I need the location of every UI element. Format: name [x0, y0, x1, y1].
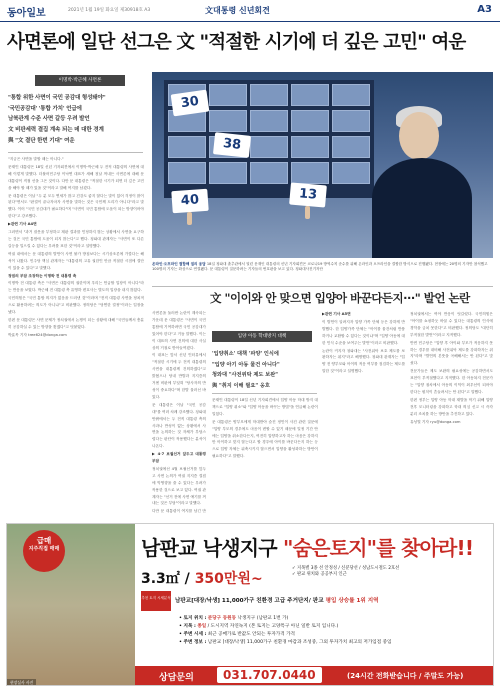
detail-row — [179, 639, 491, 647]
detail-label: • 지목 : — [179, 624, 196, 629]
sub-article-body-left — [212, 397, 318, 515]
paragraph: 그러면서 "과거 잘못을 부정하고 재판 결과를 인정하지 않는 상황에서 사면을 요구하는 것은 국민 통합에 도움이 되지 않는다"고 했다. 청와대 관계자는 "사면이 또 다른 갈등을 일으킬 수 있다는 우려를 표한 것"이라고 설명했다. — [8, 230, 144, 248]
screen-tile — [209, 162, 247, 184]
lede-line: '국민공감대' '통합 가치' 언급에 — [8, 105, 82, 112]
screen-tile — [332, 136, 370, 158]
screen-tile — [291, 136, 329, 158]
detail-label: • 주변 정보 : — [179, 640, 207, 645]
detail-text: 남판교 [대장/낙생] 11,000가구 친환경 마감과 조성중, 그외 투자가치 최고의 저가입점 중임 — [207, 640, 392, 645]
real-estate-ad[interactable] — [6, 523, 494, 686]
paragraph: 이명박 전 대통령 측은 "사면은 대통령의 권한이며 우리는 언급할 입장이 아니다"라는 반응을 보였다. 박근혜 전 대통령 측 유영하 변호사는 별도의 입장을 내지 않았다. — [8, 281, 144, 293]
paragraph: 한편 정부는 입양 아동 학대 재발을 막기 위해 입양 전후 모니터링을 강화하고 학대 의심 신고 시 즉각 분리 조치를 하는 방안을 추진하고 있다. — [410, 397, 493, 416]
paragraph: 논란이 커지자 청와대는 "사전위탁 보호 제도를 보완하자는 취지"라고 해명했다. 청와대 관계자는 "입양 전 양부모와 아이의 적응 여부를 점검하는 제도를 말한 것"이라고 설명했다. — [322, 348, 405, 374]
lede-line: "통합 위한 사면이 국민 공감대 형성돼야" — [8, 95, 106, 101]
note-line: ✓ 판교 위치와 공공부지 인근 — [292, 572, 347, 578]
screen-tile — [332, 84, 370, 106]
screen-tile — [209, 84, 247, 106]
detail-row — [179, 631, 491, 639]
phone-label: 상담문의 — [159, 673, 194, 683]
screen-tile — [209, 110, 247, 132]
screen-tile — [250, 110, 288, 132]
newspaper-logo[interactable]: 동아일보 — [7, 8, 46, 19]
ad-price: 3.3㎡ / 350만원~ — [141, 571, 263, 587]
ad-title-main: "숨은토지"를 찾아라!! — [282, 536, 474, 560]
screen-tile — [332, 110, 370, 132]
page-number: A3 — [477, 4, 492, 15]
number-sign: 13 — [289, 182, 327, 207]
recommend-box: 추천 토지 시세분석 — [141, 591, 171, 611]
screen-tile — [250, 136, 288, 158]
detail-label: • 주변 시세 : — [179, 632, 207, 637]
paragraph: 사면론을 둘러싼 논란이 계속되는 가운데 문 대통령은 "사면이 국민 통합에 기여하려면 국민 공감대가 있어야 한다"고 거듭 말했다. 이는 이 대표의 사면 건의에 대한 사실상의 거절로 받아들여졌다. — [152, 311, 206, 350]
paragraph: 이 대표는 앞서 신년 인터뷰에서 "적절한 시기에 두 전직 대통령의 사면을 대통령께 건의하겠다"고 밝혔으나 당내 반발과 지지층의 거센 비판에 부딪혀 "당사자의 반성이 중요하다"며 한발 물러선 바 있다. — [152, 353, 206, 399]
detail-highlight: 종일 — [197, 624, 207, 629]
ad-title-pre: 남판교 낙생지구 — [141, 536, 277, 560]
price-area: 3.3㎡ — [141, 571, 180, 587]
paragraph: 문 대통령은 이날 "국민 공감대"를 여러 차례 강조했다. 청와대 안팎에서는 두 전직 대통령 측의 사과나 반성이 없는 상황에서 사면을 논의하는 것 자체가 부담스럽다는 판단이 작용했다는 분석이 나온다. — [152, 402, 206, 449]
phone-banner[interactable] — [135, 666, 494, 686]
paragraph: 문 대통령은 양부모에게 학대받아 숨진 정인이 사건 관련 질문에 "입양 부모의 경우에도 마음이 변할 수 있기 때문에 일정 기간 안에는 입양을 취소한다든지, 여전히 입양하고자 하는 마음은 강하지만 아이하고 맞지 않는다고 할 경우에 아이를 바꾼다든지 하는 등으로 입양 자체는 위축시키지 않으면서 입양을 활성화하는 방안이 필요하다"고 말했다. — [212, 419, 318, 459]
screen-tile — [291, 110, 329, 132]
ad-site-photo — [7, 524, 135, 686]
caption-lead: 온라인·오프라인 결합해 질의 응답 — [152, 262, 206, 266]
screen-tile — [332, 162, 370, 184]
sub-headline: 文 "이이와 안 맞으면 입양아 바꾼다든지···" 발언 논란 — [210, 291, 470, 305]
paragraph: 한편 문 대통령은 사면 문제가 정치권에서 논쟁이 되는 상황에 대해 "국민들께서 충분히 공감하실 수 있는 방향을 찾겠다"고 덧붙였다. — [8, 317, 144, 329]
lede-line: '입양취소' 대책 '파양' 인식에 — [212, 351, 279, 357]
paragraph: 문 대통령은 이날 "두 분 모두 연세가 많고 건강도 좋지 않다는 말이 있어 걱정이 많이 된다"면서도 "판결이 끝나자마자 사면을 말하는 것은 국민께 도리가 아니다"라고 말했다. 이어 "국민 공감대가 필요하다"며 "사면이 국민 통합에 도움이 되는 방향이어야 한다"고 강조했다. — [8, 193, 144, 219]
photo-label: 현장실사 사진 — [7, 679, 36, 686]
screen-tile — [250, 84, 288, 106]
paragraph: 문재인 대통령은 18일 신년 기자회견에서 이명박·박근혜 두 전직 대통령의 사면에 대해 이렇게 말했다. 더불어민주당 이낙연 대표가 새해 첫날 꺼내든 사면론에 대해 문 대통령이 직접 선을 그은 것이다. 다만 문 대통령은 "적절한 시기가 되면 더 깊은 고민을 해야 할 때가 있을 것"이라고 말해 여지를 남겼다. — [8, 164, 144, 190]
phone-hours: (24시간 전화받습니다 / 주말도 가능) — [347, 672, 464, 680]
caption-text: 18일 청와대 춘추관에서 열린 문재인 대통령의 신년 기자회견은 코로나19 방역수칙 준수를 위해 온라인과 오프라인을 결합한 방식으로 진행됐다. 현장에는 20명의 기자만 참석했고 100명의 기자는 화상으로 연결됐다. 문 대통령이 질문하려는 기자들의 번호판을 보고 있다. 청와대사진기자단 — [152, 262, 488, 272]
lede-line: 與 "文 결단 한번 기대" 여운 — [8, 137, 75, 144]
paragraph: 이 발언이 알려지자 입양 가족 단체 등은 강하게 반발했다. 한 입양가족 단체는 "아이를 물건처럼 반품하거나 교환할 수 있다는 것이냐"며 "입양 아동에 대한 인식 수준을 보여주는 발언"이라고 비판했다. — [322, 319, 405, 345]
press-conference-photo[interactable] — [152, 72, 493, 258]
ad-notes — [292, 566, 399, 578]
paragraph: "지금은 사면을 말할 때는 아니다." — [8, 157, 64, 161]
paragraph: 정치권에서는 여야 반응이 엇갈렸다. 국민의힘은 "아이를 쇼핑하듯 바꿀 수 있다는 대통령의 인식에 경악을 금치 못한다"고 비판했다. 정의당도 "대단히 부적절한 발언"이라고 지적했다. — [410, 312, 493, 337]
screen-tile — [250, 162, 288, 184]
byline: 박효목 기자 tree624@donga.com — [8, 332, 67, 337]
main-headline: 사면론에 일단 선그은 文 "적절한 시기에 더 깊은 고민" 여운 — [7, 32, 466, 53]
detail-text: 최근 공매가로 반값도 안되는 투자가격 가격 — [207, 632, 295, 637]
article-topic-tag: 이명박·박근혜 사면론 — [35, 75, 125, 86]
issue-date: 2021년 1월 19일 화요일 제30918호 A3 — [68, 8, 151, 13]
lede-line: "입양 아기 아동 물건 아니다" — [212, 361, 280, 368]
paragraph: 전문가들은 제도 보완의 필요성에는 공감하면서도 표현이 부적절했다고 지적했다. 한 아동복지 전문가는 "입양 절차에서 아동의 이익이 최우선이 되어야 한다는 원칙이 흔들려서는 안 된다"고 말했다. — [410, 369, 493, 394]
paragraph: 반면 민주당은 "입양 후 아이와 부모가 적응하지 못하는 경우를 대비해 사전위탁 제도를 강화하자는 취지"라며 "발언의 본뜻을 곡해해서는 안 된다"고 맞섰다. — [410, 340, 493, 366]
detail-highlight: 분당구 동원동 — [207, 616, 237, 621]
divider — [212, 393, 317, 394]
ad-title — [141, 532, 473, 561]
urgent-sale-badge — [23, 530, 65, 572]
lede-line: 청와대 "사전위탁 제도 보완" — [212, 372, 278, 378]
byline: 유성열 기자 ryu@donga.com — [410, 419, 461, 424]
sub-lede — [212, 349, 322, 391]
screen-tile — [291, 162, 329, 184]
site-summary — [175, 596, 379, 604]
related-article-ref[interactable]: ▶관련 기사 A5면 — [322, 312, 351, 316]
number-sign: 40 — [171, 189, 208, 213]
detail-text: 낙생지구 (남판교 1번 가) — [236, 616, 289, 621]
paragraph: 여권 내에서는 문 대통령의 발언이 사면 불가 방침보다는 시기상조론에 가깝다는 해석이 나왔다. 민주당 핵심 관계자는 "대통령의 고유 권한인 만큼 적절한 시점에 결단이 있을 수 있다"고 말했다. — [8, 251, 144, 270]
detail-row — [179, 623, 491, 631]
price-amount: 350만원~ — [194, 571, 263, 587]
badge-subtitle: 지주직접 매매 — [28, 546, 60, 552]
number-sign: 30 — [171, 90, 210, 117]
detail-label: • 토지 위치 : — [179, 616, 207, 621]
hand — [187, 212, 192, 225]
president-figure — [399, 112, 439, 160]
site-summary-text: 남판교[대장/낙생] 11,000가구 친환경 고급 주거단지/ 판교 — [175, 598, 324, 604]
article-topic-tag: 입양 아동 학대방지 대책 — [212, 331, 312, 342]
paragraph-subhead: 정권의 부담 조장하는 이명박 전 대통령 측 — [8, 273, 77, 278]
masthead — [0, 0, 500, 22]
lede-line: 與 "취지 이해 필요" 옹호 — [212, 382, 270, 389]
center-article-body — [152, 310, 206, 515]
related-article-ref[interactable]: ▶관련 기사 A4면 — [8, 222, 37, 227]
left-article-body — [8, 156, 144, 516]
paragraph: 문재인 대통령이 18일 신년 기자회견에서 입양 아동 학대 방지 대책으로 "입양 취소"와 "입양 아동을 바꾸는 방법"을 언급해 논란이 일었다. — [212, 398, 318, 416]
left-lede — [8, 93, 138, 147]
screen-tile — [168, 136, 206, 158]
badge-title: 급매 — [36, 536, 52, 545]
site-summary-highlight: 평입 상승률 1위 지역 — [325, 598, 379, 604]
divider — [8, 152, 143, 153]
paragraph: 다만 문 대통령이 여지를 남긴 만 — [152, 509, 206, 514]
paragraph: 정치권에선 4월 보궐선거를 앞두고 사면 논의가 여권 지지층 결집에 악영향을 줄 수 있다는 우려가 작용한 것으로 보고 있다. 여권 관계자는 "선거 전에 사면 얘기를 꺼내는 것은 부담"이라고 말했다. — [152, 466, 206, 506]
number-sign: 38 — [213, 132, 251, 158]
note-line: ✓ 지목별 3종 선 안정성 / 신분당선 / 성남도시철도 2호선 — [292, 566, 400, 571]
sub-article-body-center — [322, 311, 405, 516]
divider — [152, 286, 493, 287]
section-title: 文대통령 신년회견 — [205, 6, 270, 15]
paragraph: 국민의힘은 "국민 통합 의지가 없음을 드러낸 것"이라며 "전직 대통령 사면을 정치적으로 활용하려는 의도가 아니냐"고 비판했다. 정의당은 "당연한 결정"이라는 입장을 냈다. — [8, 296, 144, 315]
hand — [305, 206, 310, 219]
president-suit — [372, 158, 472, 258]
lede-line: 남북관계 수준 사면 갈등 우려 발언 — [8, 116, 90, 123]
sub-article-body-right — [410, 311, 493, 516]
screen-tile — [291, 84, 329, 106]
phone-number[interactable]: 031.707.0440 — [217, 667, 322, 683]
lede-line: 文 비판세력 결집 계속 되는 데 대한 경계 — [8, 127, 104, 134]
detail-text: / 도시지역 자연녹지 (본 토지는 고양특구 아닌 일반 토지 입니다.) — [206, 624, 339, 629]
paragraph-subhead: ▶ 4·7 보궐선거 앞두고 대통령 부담 — [152, 452, 206, 464]
detail-row — [179, 615, 491, 623]
screen-tile — [168, 162, 206, 184]
photo-caption — [152, 262, 493, 272]
ad-detail-list — [179, 615, 491, 647]
